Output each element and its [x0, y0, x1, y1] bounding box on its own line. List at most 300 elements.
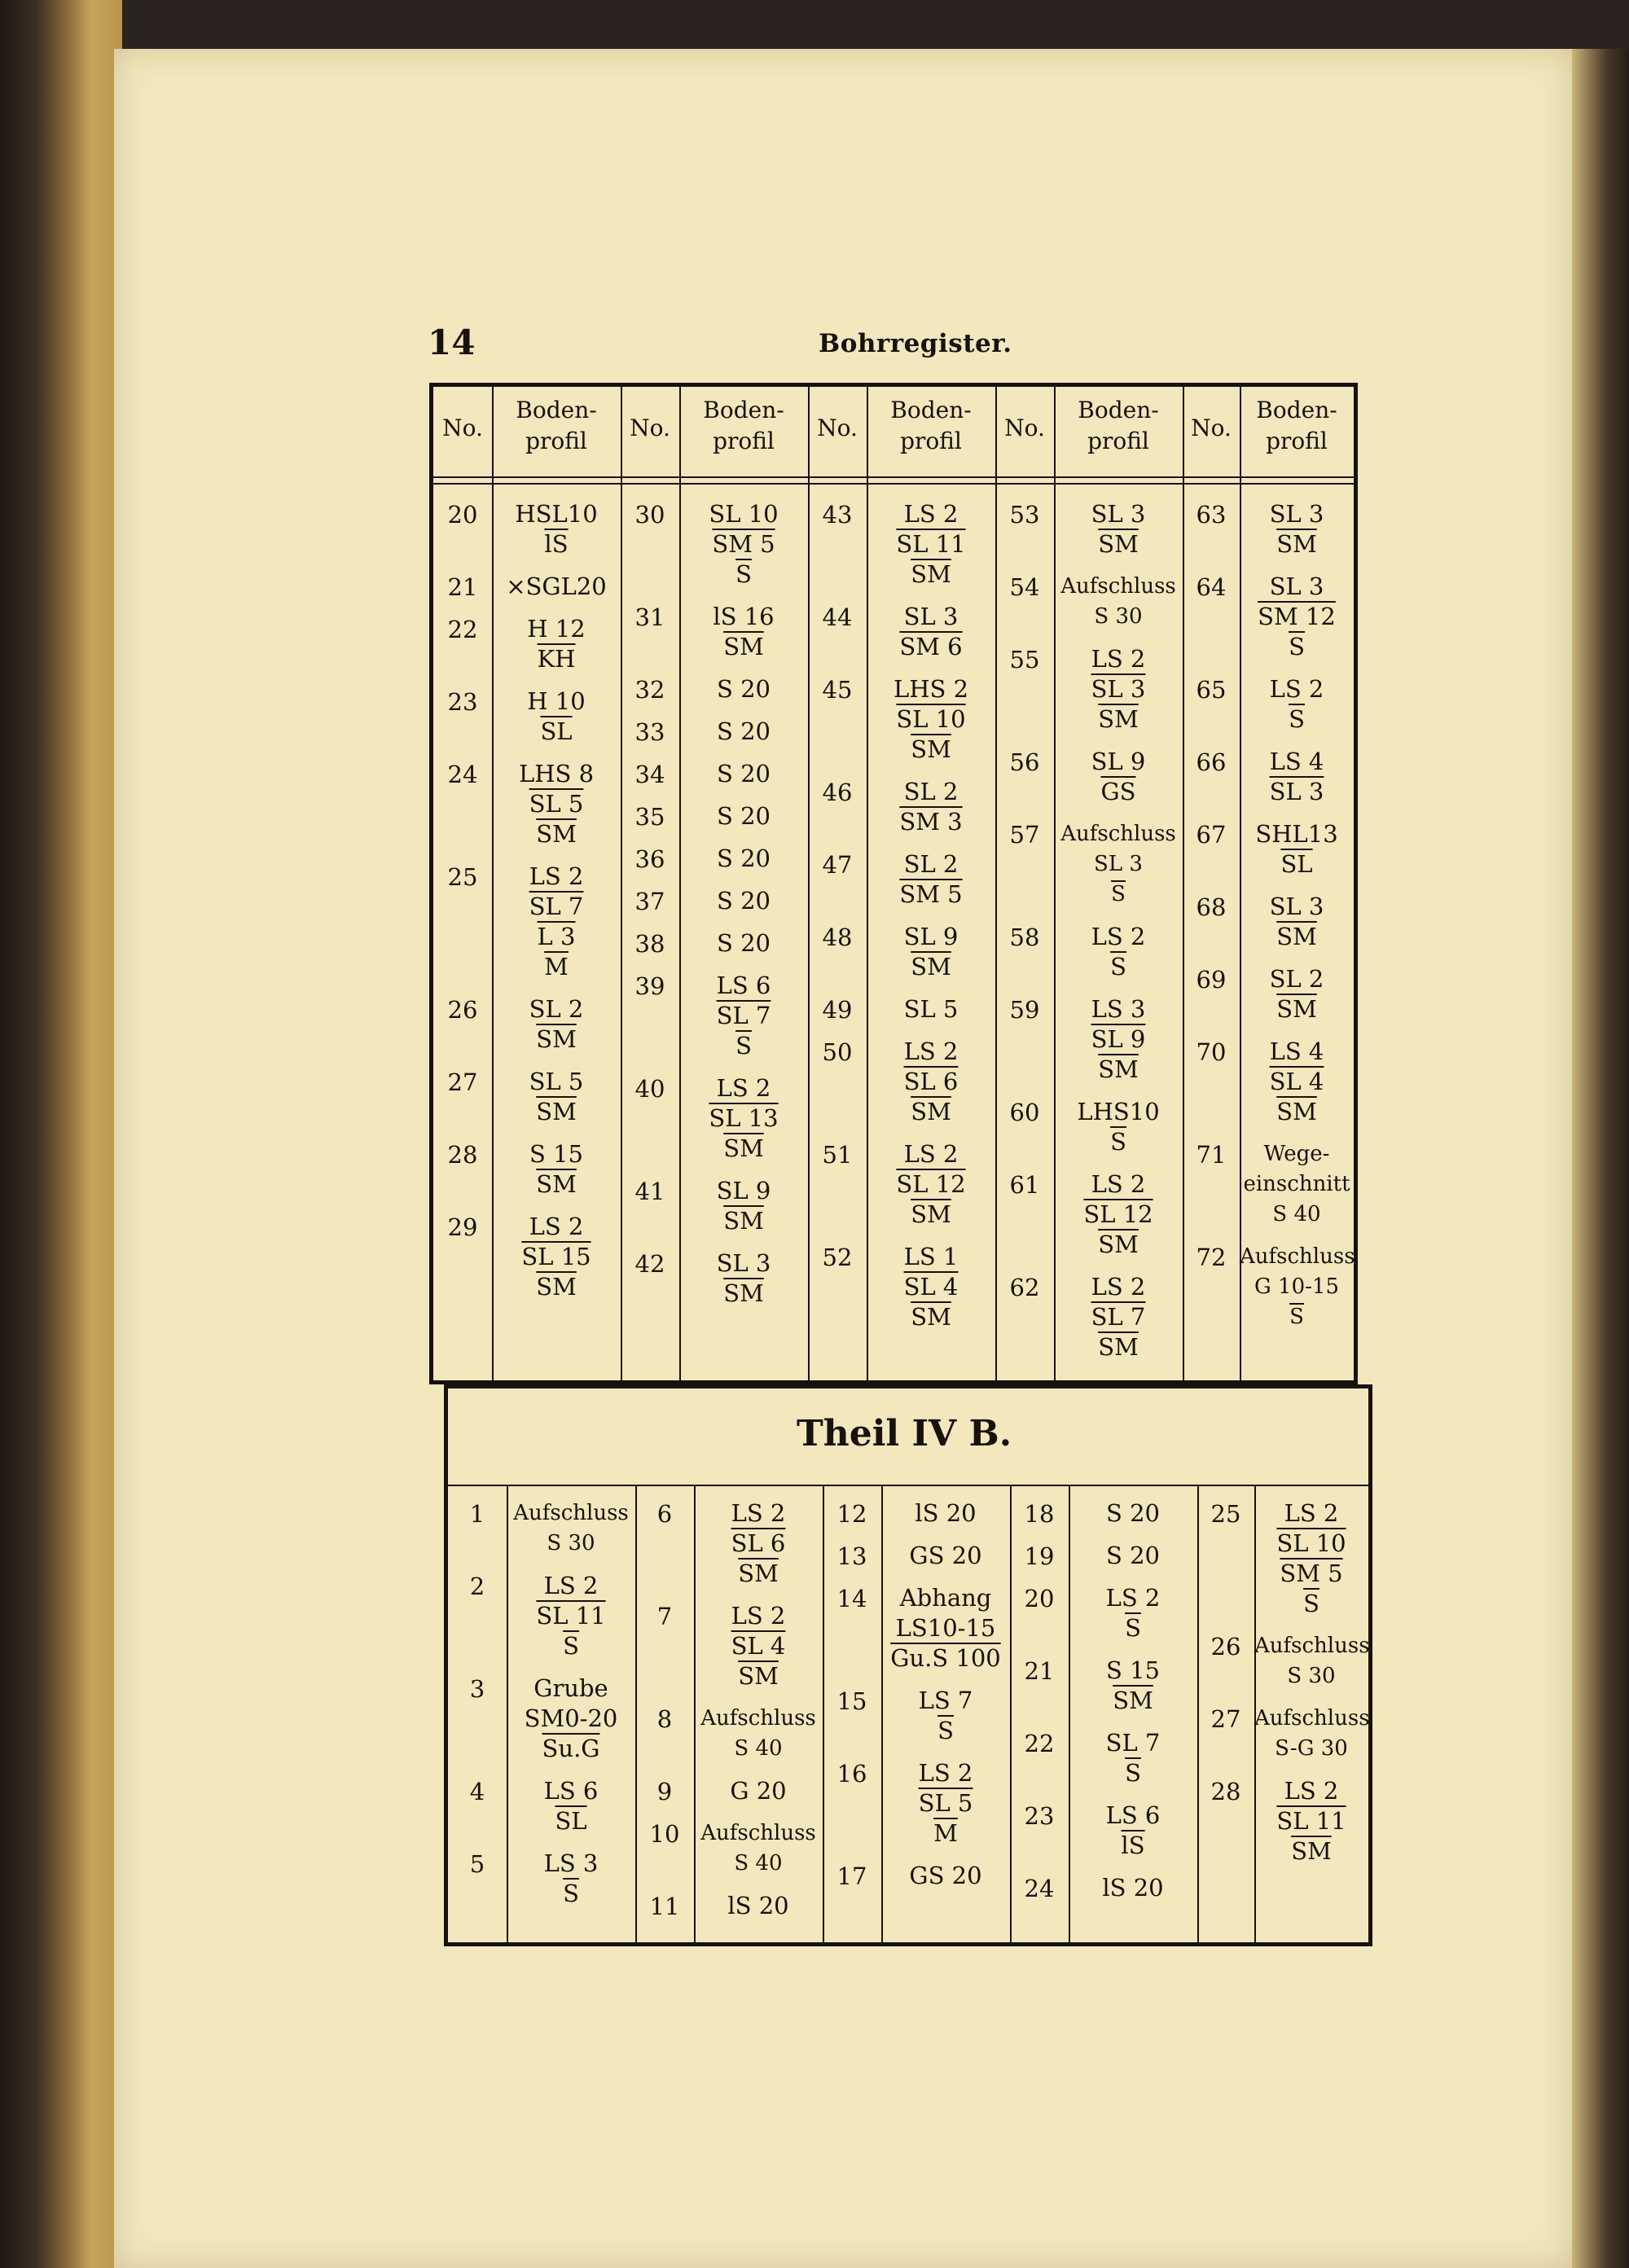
profile-line: $\overline{S}$: [563, 1880, 579, 1907]
profile-line: S 40: [734, 1851, 783, 1875]
entry-number: 53: [1009, 501, 1040, 529]
profile-line: SL 4: [731, 1632, 786, 1660]
profile-line: LS 6: [716, 972, 771, 999]
profile-line: lS 16: [713, 603, 775, 630]
profile-line: LS 2: [731, 1499, 786, 1527]
profile-line: SL 13: [709, 1104, 779, 1132]
profile-line: LS 2: [543, 1572, 599, 1599]
profile-line: S 20: [717, 717, 771, 745]
soil-profile: [1054, 499, 1183, 559]
profile-line: SL 3: [1269, 778, 1324, 805]
soil-profile: [1069, 1656, 1197, 1716]
profile-line: G 20: [730, 1777, 787, 1805]
profile-line: GS 20: [909, 1862, 982, 1889]
header-no: No.: [630, 415, 670, 441]
profile-line: SL 11: [896, 530, 966, 558]
profile-line: $\overline{S}$: [1289, 705, 1305, 733]
profile-line: Aufschluss: [1240, 1244, 1355, 1269]
soil-profile: [1240, 1139, 1354, 1230]
column-divider: [621, 387, 622, 1380]
profile-line: LS 6: [543, 1777, 599, 1805]
entry-number: 72: [1196, 1244, 1227, 1271]
entry-number: 15: [836, 1687, 867, 1715]
soil-profile: [492, 1212, 621, 1302]
profile-line: LS 2: [529, 1213, 584, 1240]
soil-profile: [694, 1704, 823, 1764]
profile-line: $\overline{GS}$: [1100, 778, 1136, 805]
profile-line: SL 3: [1091, 500, 1146, 528]
entry-number: 57: [1009, 821, 1040, 849]
profile-line: $\overline{S}$: [1110, 953, 1126, 980]
profile-line: LS 2: [1091, 645, 1146, 673]
soil-profile: [679, 1248, 808, 1309]
profile-line: $\overline{SM}$: [723, 1134, 764, 1162]
profile-line: SL 11: [1276, 1807, 1346, 1835]
soil-profile: [867, 849, 995, 910]
soil-profile: [694, 1601, 823, 1691]
header-bodenprofil: Boden- profil: [890, 397, 972, 454]
profile-line: LS 2: [903, 1140, 959, 1168]
column-divider: [1197, 1486, 1199, 1942]
book-binding-edge: [0, 0, 122, 2268]
profile-line: S 20: [717, 929, 771, 957]
profile-line: SL 7: [1091, 1303, 1146, 1331]
soil-profile: [1054, 1097, 1183, 1157]
soil-profile: [881, 1583, 1010, 1674]
profile-line: SL 6: [731, 1529, 786, 1557]
soil-profile: [867, 1139, 995, 1230]
entry-number: 42: [634, 1250, 665, 1278]
entry-number: 67: [1196, 821, 1227, 849]
profile-line: SL 9: [716, 1177, 771, 1204]
column-divider: [995, 387, 997, 1380]
entry-number: 55: [1009, 646, 1040, 673]
entry-number: 31: [634, 603, 665, 631]
column-divider: [1010, 1486, 1012, 1942]
entry-number: 20: [447, 501, 478, 529]
soil-profile: [507, 1849, 635, 1909]
profile-line: SM 3: [899, 808, 963, 836]
profile-line: H 10: [527, 687, 586, 715]
soil-profile: [679, 971, 808, 1061]
profile-line: HSL10: [515, 500, 598, 528]
entry-number: 62: [1009, 1274, 1040, 1301]
profile-line: $\overline{SM}$: [723, 1207, 764, 1235]
profile-line: $\overline{SM}$: [536, 1273, 577, 1301]
profile-line: $\overline{SM}$: [536, 1098, 577, 1125]
soil-profile: [679, 928, 808, 959]
entry-number: 19: [1024, 1542, 1055, 1570]
profile-line: LS 3: [1091, 995, 1146, 1023]
profile-line: $\overline{lS}$: [1121, 1832, 1145, 1859]
profile-line: ×SGL20: [506, 572, 607, 600]
profile-line: SL 3: [1094, 852, 1143, 876]
entry-number: 28: [447, 1141, 478, 1169]
soil-profile: [1240, 819, 1354, 880]
profile-line: $\overline{S}$: [1125, 1614, 1141, 1642]
entry-number: 65: [1196, 676, 1227, 704]
profile-line: Aufschluss: [513, 1501, 629, 1525]
entry-number: 59: [1009, 996, 1040, 1024]
profile-line: LS 1: [903, 1243, 959, 1270]
soil-profile: [492, 499, 621, 559]
entry-number: 13: [836, 1542, 867, 1570]
soil-profile: [492, 1139, 621, 1200]
profile-line: SL 10: [709, 500, 779, 528]
entry-number: 41: [634, 1178, 665, 1205]
profile-line: $\overline{KH}$: [537, 645, 576, 673]
profile-line: $\overline{SM}$: [1276, 530, 1317, 558]
profile-line: $\overline{SM}$: [1113, 1687, 1153, 1714]
column-divider: [808, 387, 810, 1380]
profile-line: $\overline{SM}$: [723, 633, 764, 660]
soil-profile: [867, 922, 995, 982]
profile-line: S 15: [529, 1140, 583, 1168]
soil-profile: [492, 862, 621, 982]
soil-profile: [1054, 1272, 1183, 1362]
profile-line: S 15: [1106, 1656, 1160, 1684]
entry-number: 63: [1196, 501, 1227, 529]
entry-number: 54: [1009, 573, 1040, 601]
profile-line: SL 7: [529, 893, 584, 920]
soil-profile: [507, 1776, 635, 1836]
header-bodenprofil: Boden- profil: [1078, 397, 1159, 454]
profile-line: S 40: [734, 1736, 783, 1761]
profile-line: $\overline{SM}$: [536, 1025, 577, 1053]
profile-line: LS 4: [1269, 1037, 1324, 1065]
entry-number: 43: [822, 501, 853, 529]
soil-profile: [1240, 1037, 1354, 1127]
entry-number: 52: [822, 1244, 853, 1271]
profile-line: $\overline{S}$: [735, 1032, 752, 1059]
profile-line: $\overline{M}$: [933, 1819, 958, 1847]
entry-number: 23: [447, 688, 478, 716]
soil-profile: [1240, 964, 1354, 1024]
profile-line: L 3: [537, 923, 576, 950]
profile-line: $\overline{S}$: [1303, 1590, 1319, 1617]
profile-line: SL 2: [1269, 965, 1324, 993]
profile-line: $\overline{SM}$: [1098, 530, 1139, 558]
section-title: Theil IV B.: [796, 1413, 1012, 1454]
profile-line: SL 4: [903, 1273, 959, 1301]
profile-line: LHS 2: [893, 675, 969, 703]
profile-line: SL 3: [1269, 893, 1324, 920]
soil-profile: [492, 994, 621, 1055]
entry-number: 64: [1196, 573, 1227, 601]
profile-line: LS 2: [1105, 1584, 1161, 1612]
soil-profile: [679, 674, 808, 704]
profile-line: SL 3: [1269, 572, 1324, 600]
entry-number: 29: [447, 1213, 478, 1241]
next-page-edge: [1572, 49, 1629, 2268]
entry-number: 18: [1024, 1500, 1055, 1528]
profile-line: SM 5: [899, 880, 963, 908]
profile-line: S 20: [717, 887, 771, 915]
profile-line: Aufschluss: [1254, 1634, 1370, 1658]
soil-profile: [1240, 892, 1354, 952]
header-no: No.: [442, 415, 483, 441]
profile-line: SL 15: [521, 1243, 591, 1270]
profile-line: $\overline{S}$: [735, 560, 752, 588]
soil-profile: [679, 602, 808, 662]
entry-number: 14: [836, 1585, 867, 1612]
header-no: No.: [817, 415, 858, 441]
soil-profile: [1054, 572, 1183, 632]
entry-number: 69: [1196, 966, 1227, 994]
profile-line: LS 2: [918, 1759, 973, 1787]
profile-line: LS 2: [1091, 1170, 1146, 1198]
profile-line: $\overline{SM}$: [1276, 923, 1317, 950]
profile-line: LS 7: [918, 1687, 973, 1714]
entry-number: 12: [836, 1500, 867, 1528]
column-divider: [1183, 387, 1184, 1380]
soil-profile: [1240, 1242, 1354, 1332]
profile-line: LS 2: [1269, 675, 1324, 703]
soil-profile: [507, 1674, 635, 1764]
soil-profile: [694, 1498, 823, 1589]
profile-line: Grube: [533, 1674, 608, 1702]
soil-profile: [679, 1073, 808, 1164]
soil-profile: [1069, 1728, 1197, 1788]
soil-profile: [867, 1242, 995, 1332]
profile-line: LHS10: [1077, 1098, 1160, 1125]
entry-number: 27: [447, 1068, 478, 1096]
entry-number: 23: [1024, 1802, 1055, 1830]
profile-line: LS 2: [1091, 1273, 1146, 1301]
soil-profile: [881, 1498, 1010, 1529]
profile-line: lS 20: [915, 1499, 977, 1527]
entry-number: 71: [1196, 1141, 1227, 1169]
soil-profile: [1240, 747, 1354, 807]
profile-line: SL 7: [1105, 1729, 1161, 1757]
profile-line: $\overline{SM}$: [536, 1170, 577, 1198]
soil-profile: [1069, 1498, 1197, 1529]
profile-line: S 30: [1094, 604, 1143, 629]
entry-number: 25: [1210, 1500, 1241, 1528]
column-divider: [635, 1486, 637, 1942]
header-bodenprofil: Boden- profil: [516, 397, 597, 454]
profile-line: $\overline{SM}$: [1098, 1231, 1139, 1258]
header-bodenprofil: Boden- profil: [703, 397, 784, 454]
profile-line: $\overline{SM}$: [911, 1303, 951, 1331]
profile-line: SL 3: [1091, 675, 1146, 703]
section-rule: [448, 1485, 1368, 1486]
soil-profile: [1254, 1631, 1368, 1691]
profile-line: LS 2: [903, 500, 959, 528]
profile-line: S 20: [1106, 1499, 1160, 1527]
soil-profile: [867, 777, 995, 837]
profile-line: $\overline{S}$: [563, 1632, 579, 1660]
profile-line: $\overline{SM}$: [738, 1560, 779, 1587]
profile-line: $\overline{S}$: [1111, 882, 1126, 906]
soil-profile: [1254, 1704, 1368, 1764]
profile-line: $\overline{SM}$: [911, 1200, 951, 1228]
profile-line: LS10-15: [895, 1614, 996, 1642]
soil-profile: [679, 717, 808, 747]
entry-number: 58: [1009, 923, 1040, 951]
profile-line: SL 5: [918, 1789, 973, 1817]
profile-line: SL 2: [903, 778, 959, 805]
profile-line: LS 6: [1105, 1801, 1161, 1829]
entry-number: 25: [447, 863, 478, 891]
entry-number: 6: [656, 1500, 673, 1528]
profile-line: S 20: [717, 844, 771, 872]
entry-number: 16: [836, 1760, 867, 1788]
profile-line: $\overline{SM}$: [1276, 995, 1317, 1023]
profile-line: SL 3: [903, 603, 959, 630]
profile-line: SL 5: [529, 790, 584, 818]
entry-number: 20: [1024, 1585, 1055, 1612]
soil-profile: [881, 1861, 1010, 1891]
profile-line: LS 2: [529, 862, 584, 890]
soil-profile: [881, 1758, 1010, 1849]
profile-line: SL 7: [716, 1002, 771, 1029]
entry-number: 17: [836, 1862, 867, 1890]
profile-line: LS 2: [731, 1602, 786, 1630]
entry-number: 68: [1196, 893, 1227, 921]
profile-line: SL 9: [1091, 748, 1146, 775]
soil-profile: [1054, 819, 1183, 910]
soil-profile: [1054, 644, 1183, 735]
entry-number: 1: [469, 1500, 485, 1528]
soil-profile: [881, 1686, 1010, 1746]
soil-profile: [507, 1498, 635, 1559]
profile-line: $\overline{M}$: [544, 953, 569, 980]
entry-number: 26: [447, 996, 478, 1024]
soil-profile: [492, 1067, 621, 1127]
profile-line: SL 2: [903, 850, 959, 878]
profile-line: SHL13: [1255, 820, 1338, 848]
entry-number: 3: [469, 1675, 485, 1703]
soil-profile: [867, 994, 995, 1024]
header-rule: [433, 483, 1354, 485]
entry-number: 10: [649, 1820, 680, 1848]
header-bodenprofil: Boden- profil: [1256, 397, 1337, 454]
profile-line: SL 3: [1269, 500, 1324, 528]
entry-number: 21: [1024, 1657, 1055, 1685]
soil-profile: [1254, 1498, 1368, 1619]
profile-line: G 10-15: [1254, 1274, 1339, 1299]
soil-profile: [694, 1891, 823, 1921]
soil-profile: [679, 1176, 808, 1236]
profile-line: SL 6: [903, 1068, 959, 1095]
profile-line: $\overline{SM}$: [1276, 1098, 1317, 1125]
soil-profile: [867, 1037, 995, 1127]
header-no: No.: [1004, 415, 1045, 441]
profile-line: SL 3: [716, 1249, 771, 1277]
soil-profile: [1069, 1801, 1197, 1861]
profile-line: $\overline{SM}$: [911, 953, 951, 980]
entry-number: 8: [656, 1705, 673, 1733]
entry-number: 5: [469, 1850, 485, 1878]
profile-line: Abhang: [899, 1584, 992, 1612]
entry-number: 47: [822, 851, 853, 879]
profile-line: $\overline{S}$: [1289, 1305, 1304, 1329]
soil-profile: [1254, 1776, 1368, 1867]
soil-profile: [1054, 747, 1183, 807]
soil-profile: [679, 759, 808, 789]
profile-line: SL 5: [903, 995, 959, 1023]
profile-line: SM 6: [899, 633, 963, 660]
profile-line: Aufschluss: [1060, 822, 1176, 846]
profile-line: $\overline{SM}$: [911, 1098, 951, 1125]
profile-line: LS 2: [1284, 1777, 1339, 1805]
entry-number: 37: [634, 888, 665, 915]
soil-profile: [1069, 1541, 1197, 1571]
entry-number: 49: [822, 996, 853, 1024]
entry-number: 4: [469, 1778, 485, 1805]
profile-line: S 20: [717, 760, 771, 787]
profile-line: lS 20: [1102, 1874, 1164, 1902]
profile-line: SM 12: [1258, 603, 1336, 630]
header-no: No.: [1191, 415, 1232, 441]
entry-number: 32: [634, 676, 665, 704]
profile-line: S 40: [1272, 1202, 1321, 1226]
profile-line: SL 4: [1269, 1068, 1324, 1095]
profile-line: H 12: [527, 615, 586, 643]
entry-number: 36: [634, 845, 665, 873]
entry-number: 38: [634, 930, 665, 958]
profile-line: GS 20: [909, 1542, 982, 1569]
profile-line: LS 3: [543, 1849, 599, 1877]
soil-profile: [867, 602, 995, 662]
profile-line: LS 2: [1091, 923, 1146, 950]
profile-line: SL 10: [896, 705, 966, 733]
soil-profile: [1069, 1583, 1197, 1643]
soil-profile: [507, 1571, 635, 1661]
profile-line: $\overline{SM}$: [1098, 1333, 1139, 1361]
profile-line: $\overline{SM}$: [911, 560, 951, 588]
entry-number: 51: [822, 1141, 853, 1169]
soil-profile: [492, 759, 621, 849]
entry-number: 22: [1024, 1730, 1055, 1757]
profile-line: $\overline{S}$: [1125, 1759, 1141, 1787]
entry-number: 22: [447, 616, 478, 643]
soil-profile: [1069, 1873, 1197, 1903]
entry-number: 61: [1009, 1171, 1040, 1199]
header-rule: [433, 476, 1354, 478]
entry-number: 48: [822, 923, 853, 951]
profile-line: S 20: [717, 802, 771, 830]
entry-number: 39: [634, 972, 665, 1000]
soil-profile: [492, 572, 621, 602]
profile-line: $\overline{SL}$: [1280, 850, 1313, 878]
profile-line: SL 11: [536, 1602, 606, 1630]
page-number: 14: [428, 322, 476, 362]
entry-number: 45: [822, 676, 853, 704]
soil-profile: [679, 499, 808, 590]
profile-line: $\overline{lS}$: [544, 530, 569, 558]
profile-line: Aufschluss: [1254, 1706, 1370, 1731]
profile-line: SL 10: [1276, 1529, 1346, 1557]
profile-line: SM0-20: [524, 1704, 618, 1732]
soil-profile: [1054, 994, 1183, 1085]
profile-line: $\overline{SL}$: [555, 1807, 587, 1835]
entry-number: 24: [1024, 1875, 1055, 1902]
column-divider: [823, 1486, 824, 1942]
entry-number: 2: [469, 1573, 485, 1600]
profile-line: SM 5: [1280, 1560, 1343, 1587]
profile-line: Aufschluss: [700, 1821, 816, 1845]
profile-line: LS 2: [1284, 1499, 1339, 1527]
profile-line: $\overline{SM}$: [1098, 705, 1139, 733]
profile-line: $\overline{SM}$: [536, 820, 577, 848]
profile-line: S-G 30: [1275, 1736, 1348, 1761]
profile-line: S 30: [1287, 1664, 1336, 1688]
soil-profile: [492, 614, 621, 674]
profile-line: $\overline{SM}$: [738, 1662, 779, 1690]
profile-line: $\overline{S}$: [937, 1717, 954, 1744]
